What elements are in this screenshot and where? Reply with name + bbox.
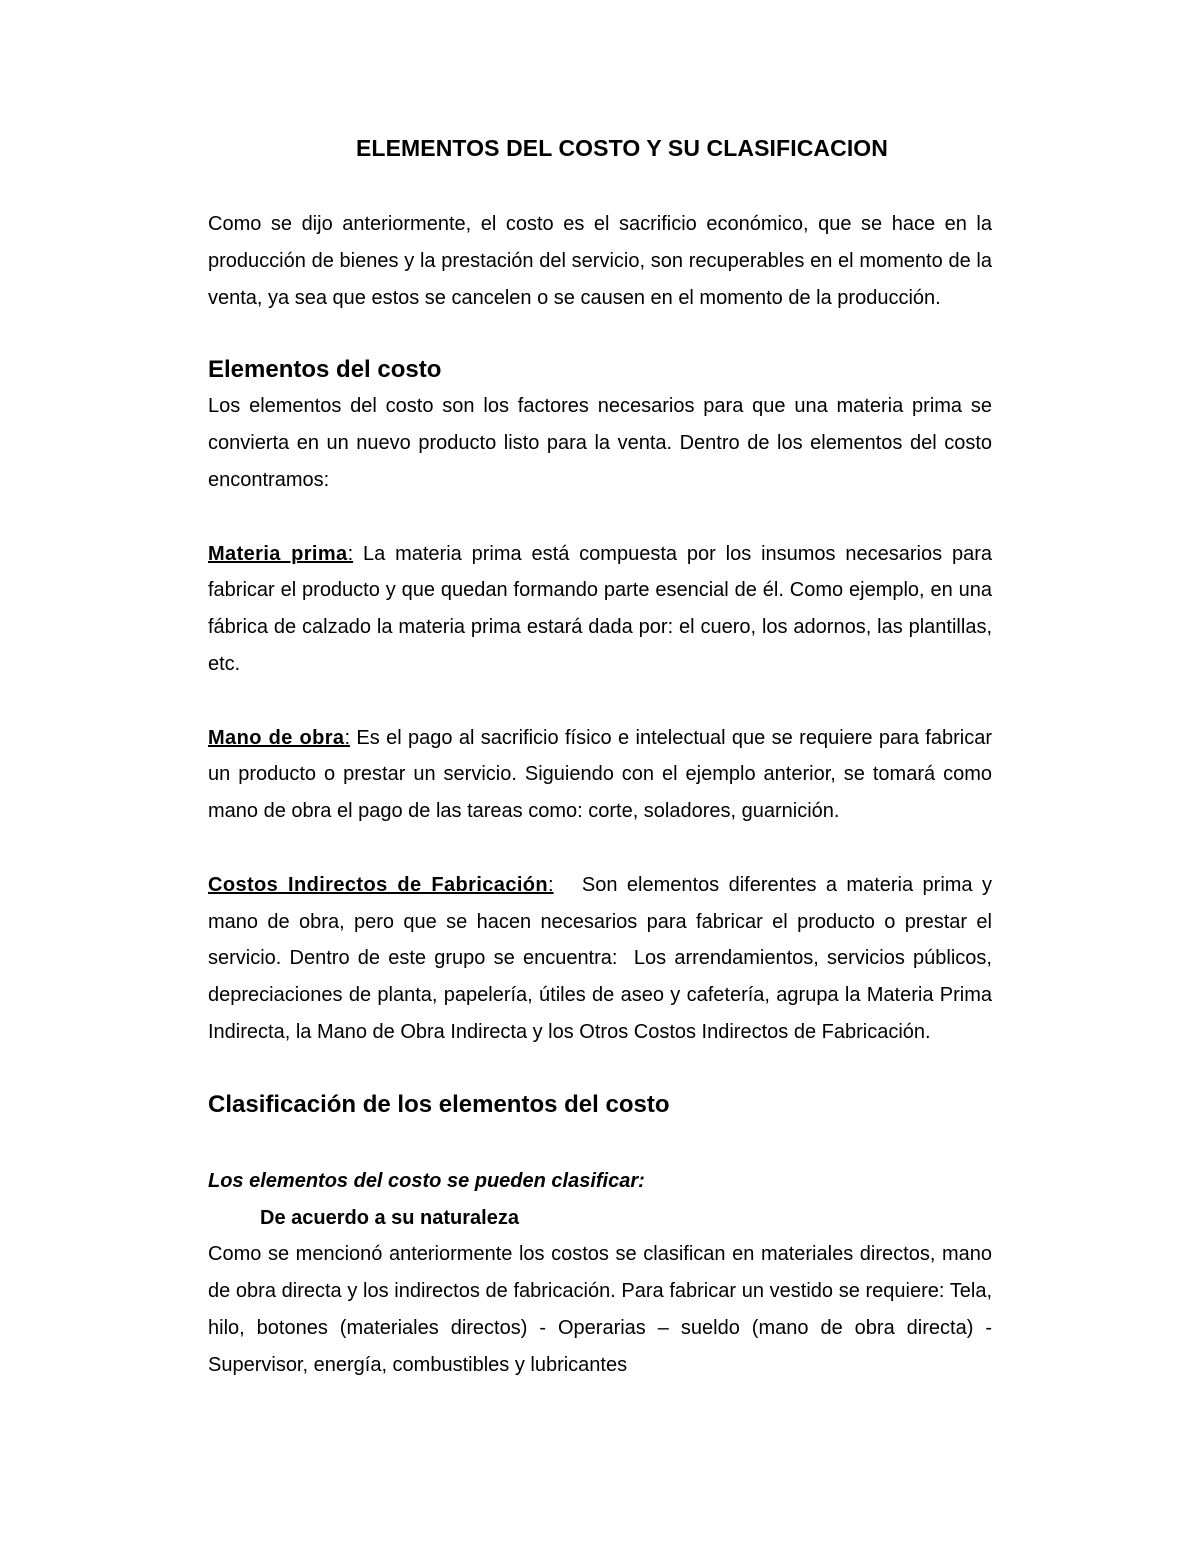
term-materia-prima: Materia prima (208, 542, 348, 565)
definition-mano-de-obra: Es el pago al sacrificio físico e intelectual que se requiere para fabricar un producto o prestar un servicio. Siguiendo con el ejemplo anterior, se tomará como mano de obra el pago de las tareas como: corte, soladores, guarnición. (208, 726, 992, 823)
classification-lead: Los elementos del costo se pueden clasificar: (208, 1169, 645, 1192)
item-mano-de-obra: Mano de obra: Es el pago al sacrificio físico e intelectual que se requiere para fabricar un producto o prestar un servicio. Siguiendo con el ejemplo anterior, se tomará como mano de obra el pago de las tareas como: corte, soladores, guarnición. (208, 726, 992, 823)
elements-paragraph: Los elementos del costo son los factores necesarios para que una materia prima se convierta en un nuevo producto listo para la venta. Dentro de los elementos del costo encontramos: (208, 395, 992, 491)
definition-materia-prima: La materia prima está compuesta por los insumos necesarios para fabricar el producto y que quedan formando parte esencial de él. Como ejemplo, en una fábrica de calzado la materia prima estará dada por: el cuero, los adornos, las plantillas, etc. (208, 542, 993, 675)
term-mano-de-obra: Mano de obra (208, 726, 345, 749)
item-materia-prima: Materia prima: La materia prima está compuesta por los insumos necesarios para fabricar el producto y que quedan formando parte esencial de él. Como ejemplo, en una fábrica de calzado la materia prima estará dada por: el cuero, los adornos, las plantillas, etc. (208, 542, 993, 675)
section-heading-elements: Elementos del costo (208, 356, 442, 384)
definition-costos-indirectos: Son elementos diferentes a materia prima y mano de obra, pero que se hacen necesarios para fabricar el producto o prestar el servicio. Dentro de este grupo se encuentra: Los arrendamientos, servicios públicos, depreciaciones de planta, papelería, útiles de aseo y cafetería, agrupa la Materia Prima Indirecta, la Mano de Obra Indirecta y los Otros Costos Indirectos de Fabricación. (208, 873, 998, 1043)
page-title: ELEMENTOS DEL COSTO Y SU CLASIFICACION (355, 135, 889, 161)
term-costos-indirectos: Costos Indirectos de Fabricación (208, 873, 549, 896)
document-body (208, 130, 998, 1384)
intro-paragraph: Como se dijo anteriormente, el costo es el sacrificio económico, que se hace en la producción de bienes y la prestación del servicio, son recuperables en el momento de la venta, ya sea que estos se cancelen o se causen en el momento de la producción. (208, 213, 992, 309)
classification-paragraph: Como se mencionó anteriormente los costos se clasifican en materiales directos, mano de obra directa y los indirectos de fabricación. Para fabricar un vestido se requiere: Tela, hilo, botones (materiales directos) - Operarias – sueldo (mano de obra directa) - Supervisor, energía, combustibles y lubricantes (208, 1243, 992, 1376)
item-costos-indirectos: Costos Indirectos de Fabricación: Son elementos diferentes a materia prima y mano de obra, pero que se hacen necesarios para fabricar el producto o prestar el servicio. Dentro de este grupo se encuentra: Los arrendamientos, servicios públicos, depreciaciones de planta, papelería, útiles de aseo y cafetería, agrupa la Materia Prima Indirecta, la Mano de Obra Indirecta y los Otros Costos Indirectos de Fabricación. (208, 873, 998, 1043)
classification-subheading: De acuerdo a su naturaleza (260, 1206, 519, 1229)
section-heading-classification: Clasificación de los elementos del costo (208, 1090, 670, 1118)
